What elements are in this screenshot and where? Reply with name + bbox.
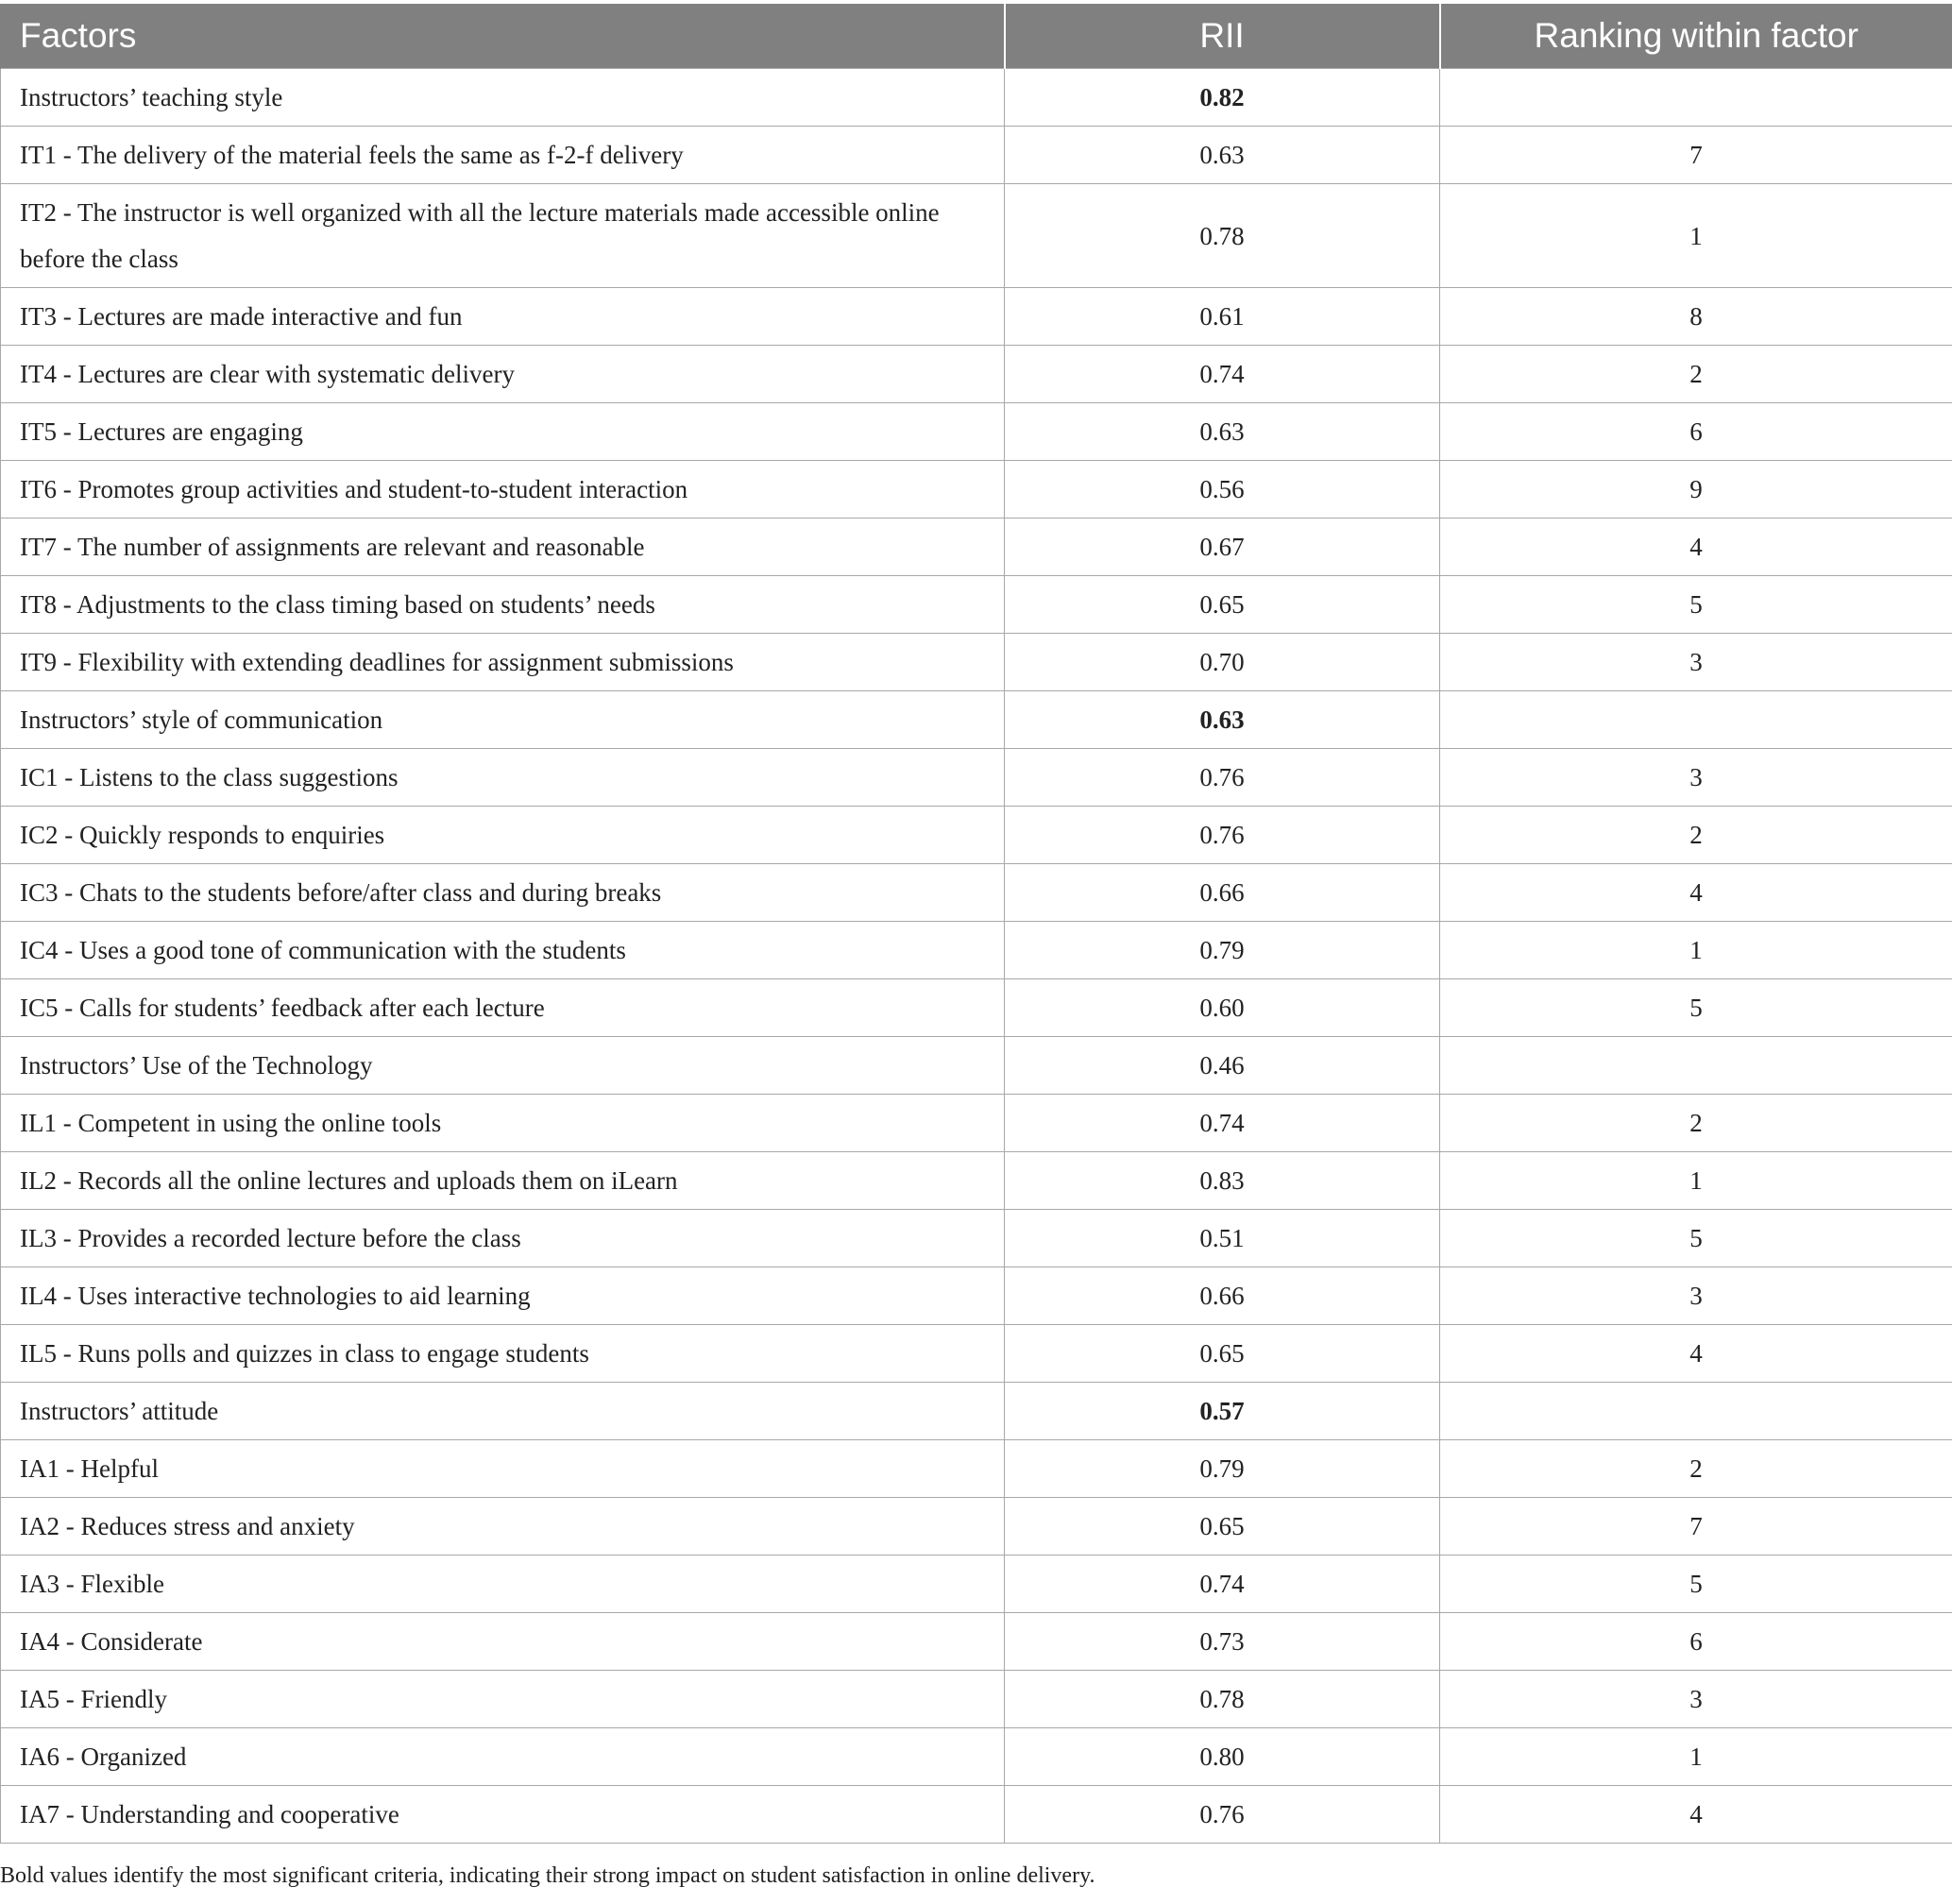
rank-cell: 9	[1440, 461, 1952, 518]
table-row	[1, 922, 1952, 979]
rank-cell: 4	[1440, 1325, 1952, 1383]
table-row	[1, 979, 1952, 1037]
table-row	[1, 461, 1952, 518]
rank-cell	[1440, 69, 1952, 127]
factor-cell: IC4 - Uses a good tone of communication with the students	[1, 922, 1005, 979]
rank-cell: 6	[1440, 403, 1952, 461]
table-row	[1, 1728, 1952, 1786]
factor-cell: IL4 - Uses interactive technologies to aid learning	[1, 1267, 1005, 1325]
factor-cell: IA5 - Friendly	[1, 1671, 1005, 1728]
rii-cell: 0.63	[1005, 691, 1440, 749]
rii-cell: 0.74	[1005, 1556, 1440, 1613]
header-factors: Factors	[1, 4, 1005, 69]
factor-cell: IT3 - Lectures are made interactive and fun	[1, 288, 1005, 346]
rank-cell: 5	[1440, 1556, 1952, 1613]
factor-cell: IA2 - Reduces stress and anxiety	[1, 1498, 1005, 1556]
factor-cell: IA6 - Organized	[1, 1728, 1005, 1786]
rank-cell: 1	[1440, 1728, 1952, 1786]
factor-cell: IT4 - Lectures are clear with systematic delivery	[1, 346, 1005, 403]
rii-cell: 0.79	[1005, 922, 1440, 979]
factor-cell: IA1 - Helpful	[1, 1440, 1005, 1498]
factor-cell: IA7 - Understanding and cooperative	[1, 1786, 1005, 1844]
rank-cell	[1440, 691, 1952, 749]
factor-cell: IT6 - Promotes group activities and student-to-student interaction	[1, 461, 1005, 518]
rank-cell	[1440, 1383, 1952, 1440]
table-row	[1, 69, 1952, 127]
rii-table	[0, 4, 1952, 1844]
table-row	[1, 576, 1952, 634]
rii-cell: 0.56	[1005, 461, 1440, 518]
rank-cell: 3	[1440, 634, 1952, 691]
rank-cell: 2	[1440, 1095, 1952, 1152]
factor-cell: IA3 - Flexible	[1, 1556, 1005, 1613]
rii-cell: 0.82	[1005, 69, 1440, 127]
rii-cell: 0.60	[1005, 979, 1440, 1037]
factor-cell: IT7 - The number of assignments are relevant and reasonable	[1, 518, 1005, 576]
table-row	[1, 634, 1952, 691]
table-row	[1, 1095, 1952, 1152]
factor-cell: IT8 - Adjustments to the class timing based on students’ needs	[1, 576, 1005, 634]
rii-cell: 0.66	[1005, 1267, 1440, 1325]
table-row	[1, 288, 1952, 346]
table-row	[1, 184, 1952, 288]
rii-cell: 0.63	[1005, 127, 1440, 184]
rank-cell: 1	[1440, 184, 1952, 288]
rii-cell: 0.73	[1005, 1613, 1440, 1671]
factor-cell: Instructors’ attitude	[1, 1383, 1005, 1440]
table-row	[1, 1325, 1952, 1383]
factor-cell: IL3 - Provides a recorded lecture before the class	[1, 1210, 1005, 1267]
rank-cell: 3	[1440, 749, 1952, 807]
rank-cell: 2	[1440, 1440, 1952, 1498]
factor-cell: IC5 - Calls for students’ feedback after each lecture	[1, 979, 1005, 1037]
factor-cell: Instructors’ Use of the Technology	[1, 1037, 1005, 1095]
rank-cell: 4	[1440, 1786, 1952, 1844]
table-row	[1, 1152, 1952, 1210]
rii-cell: 0.80	[1005, 1728, 1440, 1786]
factor-cell: IT5 - Lectures are engaging	[1, 403, 1005, 461]
header-row	[1, 4, 1952, 69]
rii-cell: 0.83	[1005, 1152, 1440, 1210]
rii-cell: 0.65	[1005, 576, 1440, 634]
table-row	[1, 403, 1952, 461]
rank-cell: 4	[1440, 864, 1952, 922]
table-footnote: Bold values identify the most significant criteria, indicating their strong impact on student satisfaction in online delivery.	[0, 1863, 1095, 1888]
rank-cell: 7	[1440, 1498, 1952, 1556]
rii-cell: 0.74	[1005, 1095, 1440, 1152]
table-header	[1, 4, 1952, 69]
rii-cell: 0.79	[1005, 1440, 1440, 1498]
rank-cell: 2	[1440, 807, 1952, 864]
table-row	[1, 518, 1952, 576]
table-row	[1, 864, 1952, 922]
factor-cell: IC1 - Listens to the class suggestions	[1, 749, 1005, 807]
factor-cell: IL5 - Runs polls and quizzes in class to engage students	[1, 1325, 1005, 1383]
rii-cell: 0.63	[1005, 403, 1440, 461]
rii-cell: 0.51	[1005, 1210, 1440, 1267]
rank-cell: 1	[1440, 1152, 1952, 1210]
table-row	[1, 807, 1952, 864]
rii-cell: 0.57	[1005, 1383, 1440, 1440]
table-row	[1, 127, 1952, 184]
rii-cell: 0.76	[1005, 807, 1440, 864]
table-row	[1, 1671, 1952, 1728]
rii-cell: 0.76	[1005, 1786, 1440, 1844]
factor-cell: IL1 - Competent in using the online tools	[1, 1095, 1005, 1152]
rank-cell: 5	[1440, 576, 1952, 634]
factor-cell: IL2 - Records all the online lectures and uploads them on iLearn	[1, 1152, 1005, 1210]
table-row	[1, 691, 1952, 749]
rank-cell: 5	[1440, 979, 1952, 1037]
table-row	[1, 749, 1952, 807]
factor-cell: Instructors’ style of communication	[1, 691, 1005, 749]
rank-cell: 4	[1440, 518, 1952, 576]
table-row	[1, 1556, 1952, 1613]
rank-cell: 3	[1440, 1267, 1952, 1325]
rii-cell: 0.65	[1005, 1325, 1440, 1383]
factor-cell: IC3 - Chats to the students before/after class and during breaks	[1, 864, 1005, 922]
rii-cell: 0.61	[1005, 288, 1440, 346]
rank-cell: 7	[1440, 127, 1952, 184]
rii-cell: 0.78	[1005, 1671, 1440, 1728]
table-row	[1, 1383, 1952, 1440]
rank-cell: 2	[1440, 346, 1952, 403]
rii-cell: 0.67	[1005, 518, 1440, 576]
header-rii: RII	[1005, 4, 1440, 69]
header-ranking: Ranking within factor	[1440, 4, 1952, 69]
rii-table-container	[0, 4, 1952, 1844]
rank-cell	[1440, 1037, 1952, 1095]
rii-cell: 0.65	[1005, 1498, 1440, 1556]
rii-cell: 0.46	[1005, 1037, 1440, 1095]
factor-cell: IT2 - The instructor is well organized with all the lecture materials made accessible online before the class	[1, 184, 1005, 288]
rii-cell: 0.66	[1005, 864, 1440, 922]
rii-cell: 0.70	[1005, 634, 1440, 691]
table-body	[1, 69, 1952, 1844]
factor-cell: IT9 - Flexibility with extending deadlines for assignment submissions	[1, 634, 1005, 691]
factor-cell: Instructors’ teaching style	[1, 69, 1005, 127]
rank-cell: 3	[1440, 1671, 1952, 1728]
factor-cell: IT1 - The delivery of the material feels the same as f-2-f delivery	[1, 127, 1005, 184]
rii-cell: 0.74	[1005, 346, 1440, 403]
table-row	[1, 1613, 1952, 1671]
table-row	[1, 1037, 1952, 1095]
rank-cell: 8	[1440, 288, 1952, 346]
table-row	[1, 1210, 1952, 1267]
table-row	[1, 1440, 1952, 1498]
table-row	[1, 1786, 1952, 1844]
rii-cell: 0.78	[1005, 184, 1440, 288]
table-row	[1, 346, 1952, 403]
rank-cell: 6	[1440, 1613, 1952, 1671]
factor-cell: IC2 - Quickly responds to enquiries	[1, 807, 1005, 864]
rii-cell: 0.76	[1005, 749, 1440, 807]
table-row	[1, 1498, 1952, 1556]
factor-cell: IA4 - Considerate	[1, 1613, 1005, 1671]
rank-cell: 5	[1440, 1210, 1952, 1267]
table-row	[1, 1267, 1952, 1325]
rank-cell: 1	[1440, 922, 1952, 979]
